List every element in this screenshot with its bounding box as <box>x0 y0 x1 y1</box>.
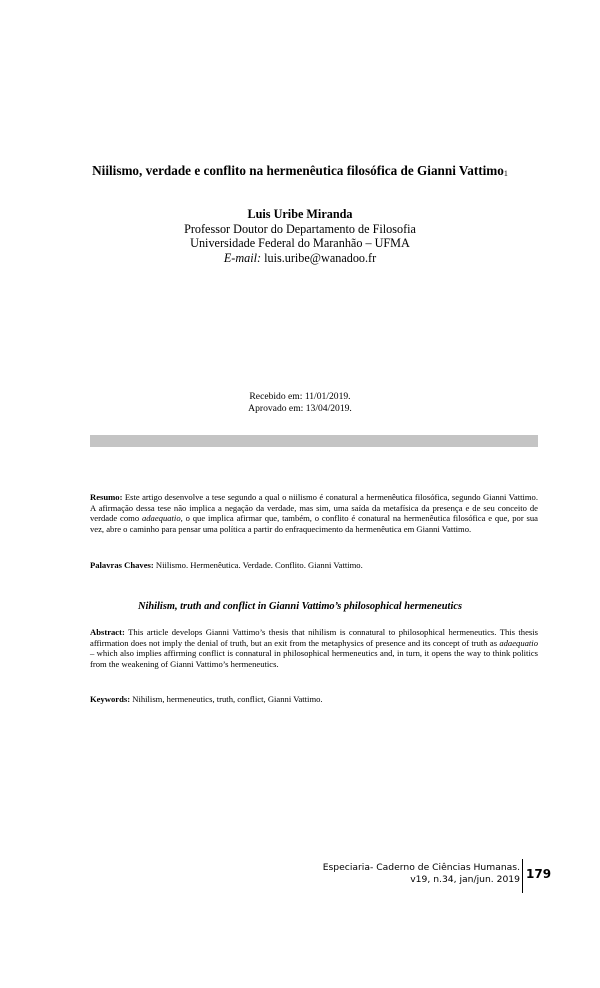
keywords-paragraph <box>90 694 538 705</box>
approved-date: Aprovado em: 13/04/2019. <box>248 402 352 414</box>
abstract-paragraph <box>90 627 538 669</box>
article-title <box>0 163 600 179</box>
article-title-text: Niilismo, verdade e conflito na hermenêutica filosófica de Gianni Vattimo <box>92 163 504 178</box>
received-date: Recebido em: 11/01/2019. <box>249 391 351 402</box>
english-title: Nihilism, truth and conflict in Gianni Vattimo’s philosophical hermeneutics <box>137 601 462 612</box>
page-number: 179 <box>526 867 552 881</box>
journal-name: Especiaria- Caderno de Ciências Humanas. <box>322 862 520 873</box>
title-footnote-marker: 1 <box>503 169 508 178</box>
footer-divider <box>522 859 523 893</box>
resumo-term: adaequatio <box>141 513 181 524</box>
palavras-chaves-paragraph <box>90 560 538 571</box>
author-position: Professor Doutor do Departamento de Filosofia <box>184 221 416 236</box>
author-block <box>0 207 600 265</box>
author-email: luis.uribe@wanadoo.fr <box>264 250 377 265</box>
abstract-label: Abstract: <box>90 627 125 637</box>
journal-footer <box>323 862 520 886</box>
abstract-term: adaequatio <box>499 637 538 648</box>
journal-issue: v19, n.34, jan/jun. 2019 <box>410 874 520 885</box>
palavras-text: Niilismo. Hermenêutica. Verdade. Conflito. Gianni Vattimo. <box>155 560 363 570</box>
author-name: Luis Uribe Miranda <box>247 207 353 221</box>
resumo-text-1: Este artigo desenvolve a tese segundo a qual o niilismo é conatural a hermenêutica filosófica, segundo Gianni Vattimo. A afirmação dessa tese não implica a negação da verdade, mas sim, uma saída da metafísica da presença e de seu conceito de verdade como <box>90 492 538 524</box>
author-email-line <box>0 251 600 266</box>
palavras-label: Palavras Chaves: <box>90 560 154 570</box>
abstract-text-1: This article develops Gianni Vattimo’s thesis that nihilism is connatural to philosophical hermeneutics. This thesis affirmation does not imply the denial of truth, but an exit from the metaphysics of presence and its concept of truth as <box>90 627 538 648</box>
keywords-label: Keywords: <box>90 694 131 704</box>
dates-block <box>0 391 600 415</box>
resumo-text-2: , o que implica afirmar que, também, o conflito é conatural na hermenêutica filosófica e que, por sua vez, abre o caminho para pensar uma política a partir do enfraquecimento da hermenêutica em Gianni Vattimo. <box>90 513 538 534</box>
author-institution: Universidade Federal do Maranhão – UFMA <box>190 236 410 251</box>
resumo-paragraph <box>90 492 538 534</box>
email-label: E-mail: <box>223 250 262 265</box>
abstract-text-2: – which also implies affirming conflict is connatural in philosophical hermeneutics and, in turn, it opens the way to think politics from the weakening of Gianni Vattimo’s hermeneutics. <box>90 648 538 669</box>
resumo-label: Resumo: <box>90 492 123 502</box>
keywords-text: Nihilism, hermeneutics, truth, conflict, Gianni Vattimo. <box>132 694 323 704</box>
section-divider-bar <box>90 435 538 447</box>
